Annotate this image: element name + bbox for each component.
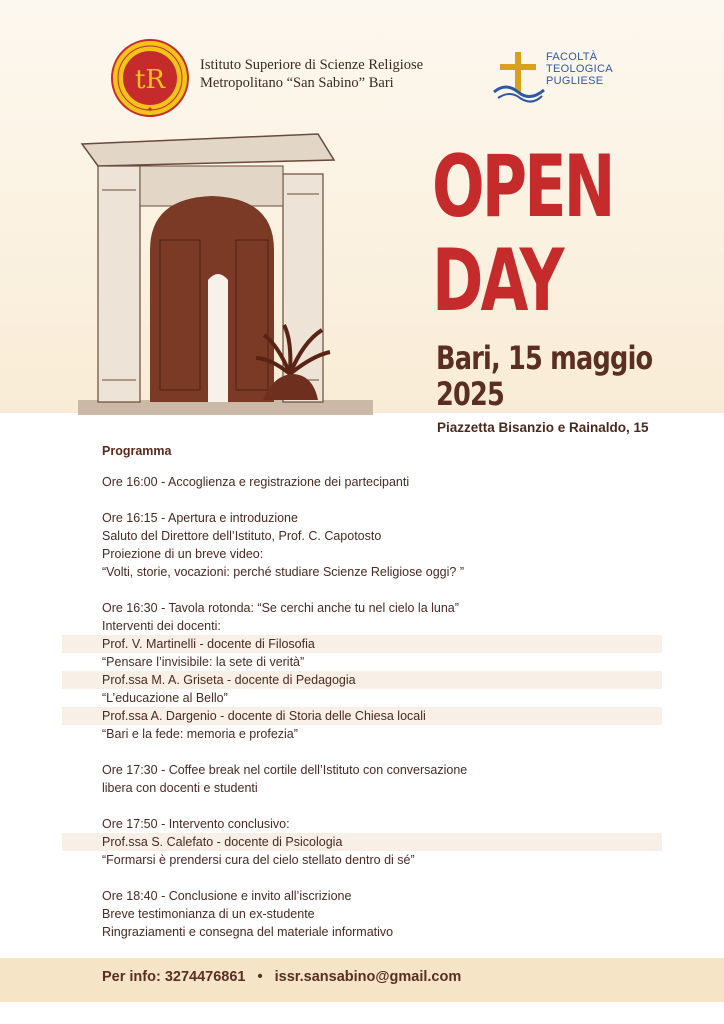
program-line: Ore 16:15 - Apertura e introduzione: [102, 511, 298, 525]
program-block: [102, 815, 702, 869]
svg-text:tR: tR: [134, 65, 166, 95]
program-line: Prof.ssa S. Calefato - docente di Psicologia: [62, 833, 662, 851]
institute-name-line2: Metropolitano “San Sabino” Bari: [200, 75, 394, 91]
program-block: [102, 761, 702, 797]
faculty-name: [546, 51, 646, 87]
program-block: [102, 509, 702, 581]
program-line: Prof.ssa A. Dargenio - docente di Storia delle Chiesa locali: [62, 707, 662, 725]
program-line: Interventi dei docenti:: [102, 619, 221, 633]
svg-text:✦: ✦: [146, 105, 154, 114]
event-title-line2: DAY: [432, 231, 562, 331]
info-label: Per info:: [102, 969, 161, 985]
separator-dot: •: [257, 969, 263, 985]
stone-gate-illustration: [78, 130, 373, 415]
program-line: “Pensare l’invisibile: la sete di verità”: [102, 655, 305, 669]
program-line: Ore 17:50 - Intervento conclusivo:: [102, 817, 290, 831]
contact-info: [102, 969, 461, 985]
program-line: Proiezione di un breve video:: [102, 547, 264, 561]
institute-name-line1: Istituto Superiore di Scienze Religiose: [200, 57, 424, 73]
faculty-name-line1: FACOLTÀ: [546, 51, 598, 63]
program-block: [102, 473, 702, 491]
program-title: Programma: [102, 444, 172, 458]
institute-name: [200, 56, 450, 92]
program-line: “L’educazione al Bello”: [102, 691, 228, 705]
faculty-name-line2: TEOLOGICA: [546, 63, 613, 75]
footer-band: [0, 958, 724, 1002]
phone-number[interactable]: 3274476861: [164, 969, 246, 985]
program-line: “Formarsi è prendersi cura del cielo stellato dentro di sé”: [102, 853, 415, 867]
program-line: Ore 16:00 - Accoglienza e registrazione dei partecipanti: [102, 475, 410, 489]
issr-seal-logo: [110, 38, 190, 118]
event-date: [436, 340, 692, 412]
program-block: [102, 887, 702, 941]
program-line: Prof. V. Martinelli - docente di Filosofia: [62, 635, 662, 653]
program-section: [102, 442, 702, 959]
contact-email[interactable]: issr.sansabino@gmail.com: [274, 969, 462, 985]
event-title-line1: OPEN: [432, 137, 613, 237]
program-line: Ore 16:30 - Tavola rotonda: “Se cerchi anche tu nel cielo la luna”: [102, 601, 459, 615]
program-line: Breve testimonianza di un ex-studente: [102, 907, 315, 921]
program-line: “Bari e la fede: memoria e profezia”: [102, 727, 298, 741]
faculty-name-line3: PUGLIESE: [546, 75, 604, 87]
program-line: Ringraziamenti e consegna del materiale informativo: [102, 925, 394, 939]
program-block: [102, 599, 702, 743]
faculty-cross-logo: [488, 48, 550, 106]
event-title: [432, 137, 634, 331]
program-line: libera con docenti e studenti: [102, 781, 258, 795]
program-line: Ore 17:30 - Coffee break nel cortile dell’Istituto con conversazione: [102, 763, 468, 777]
event-date-line2: 2025: [436, 375, 505, 413]
program-line: Prof.ssa M. A. Griseta - docente di Pedagogia: [62, 671, 662, 689]
event-place: Piazzetta Bisanzio e Rainaldo, 15: [437, 420, 649, 435]
event-date-line1: Bari, 15 maggio: [436, 339, 653, 377]
program-line: “Volti, storie, vocazioni: perché studiare Scienze Religiose oggi? ”: [102, 565, 464, 579]
program-line: Saluto del Direttore dell’Istituto, Prof. C. Capotosto: [102, 529, 382, 543]
program-line: Ore 18:40 - Conclusione e invito all’iscrizione: [102, 889, 352, 903]
